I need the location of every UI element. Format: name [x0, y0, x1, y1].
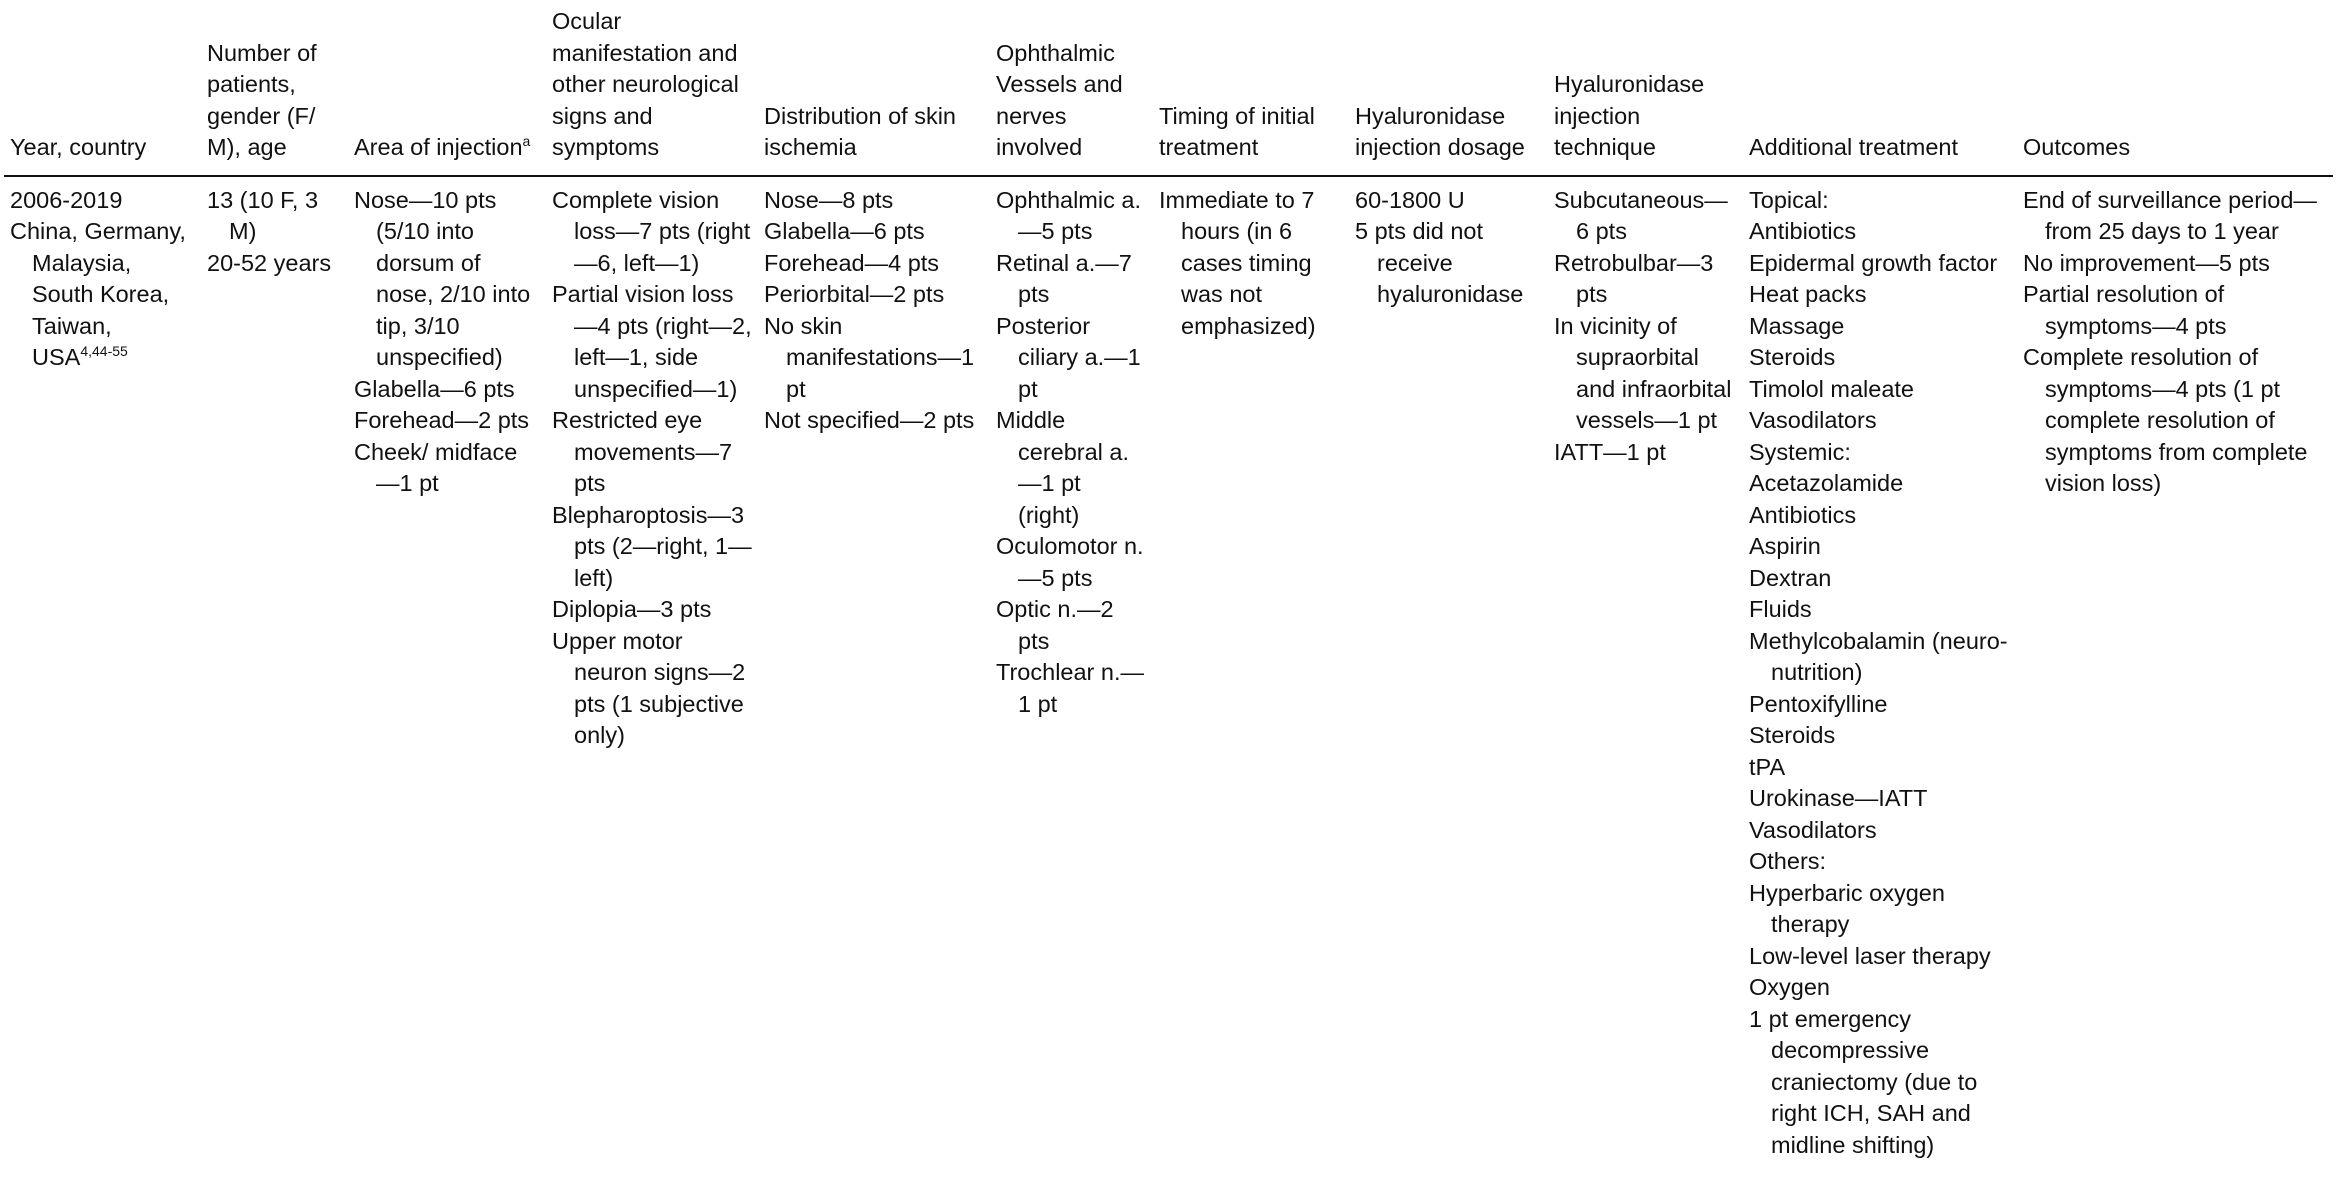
cell-line: Methylcobalamin (neuro-nutrition) — [1749, 627, 2008, 685]
table-row — [4, 176, 2333, 1162]
header-dosage — [1349, 6, 1548, 176]
header-label: Hyaluronidase injection dosage — [1355, 102, 1525, 160]
cell-line: Periorbital—2 pts — [764, 281, 945, 307]
cell-line: No skin manifestations—1 pt — [764, 312, 975, 402]
cell-line: tPA — [1749, 753, 1786, 780]
clinical-cases-table — [4, 6, 2333, 1161]
cell-line: No improvement—5 pts — [2023, 249, 2270, 276]
header-label: Outcomes — [2023, 134, 2131, 160]
cell-line: Heat packs — [1749, 281, 1867, 307]
header-label: Ophthalmic Vessels and nerves involved — [996, 39, 1123, 160]
cell-line: Posterior ciliary a.—1 pt — [996, 312, 1141, 402]
cell-line: Oxygen — [1749, 974, 1830, 1000]
cell-line: 60-1800 U — [1355, 186, 1465, 213]
header-technique — [1548, 6, 1743, 176]
cell-line: IATT—1 pt — [1554, 438, 1666, 465]
header-label: Year, country — [10, 134, 147, 160]
reference-superscript: 4,44-55 — [80, 343, 128, 360]
cell-line: Complete resolution of symptoms—4 pts (1 pt complete resolution of symptoms from complete vision loss) — [2023, 344, 2308, 496]
cell-line: Urokinase—IATT — [1749, 785, 1928, 811]
cell-ocular — [546, 176, 758, 1162]
cell-line: Cheek/ midface—1 pt — [354, 438, 518, 496]
cell-line: 20-52 years — [207, 249, 332, 276]
header-label: Timing of initial treatment — [1159, 102, 1315, 160]
header-area-of-injection — [348, 6, 546, 176]
header-ocular-manifestation — [546, 6, 758, 176]
cell-line: Acetazolamide — [1749, 470, 1904, 496]
header-label: Additional treatment — [1749, 134, 1959, 160]
cell-line: Dextran — [1749, 564, 1832, 591]
cell-line: Topical: — [1749, 186, 1829, 213]
header-label: Number of patients, gender (F/ M), age — [207, 39, 317, 160]
cell-line: Trochlear n.—1 pt — [996, 659, 1145, 717]
cell-line: Forehead—4 pts — [764, 249, 940, 276]
cell-line: Antibiotics — [1749, 501, 1857, 528]
cell-outcomes — [2017, 176, 2333, 1162]
cell-line: Middle cerebral a.—1 pt (right) — [996, 407, 1130, 528]
header-year-country — [4, 6, 201, 176]
cell-line: Low-level laser therapy — [1749, 942, 1991, 969]
cell-line: Timolol maleate — [1749, 375, 1914, 402]
header-label: Hyaluronidase injection technique — [1554, 71, 1705, 160]
header-label: Distribution of skin ischemia — [764, 102, 956, 160]
header-outcomes — [2017, 6, 2333, 176]
cell-line: Not specified—2 pts — [764, 407, 975, 433]
cell-line: Partial vision loss—4 pts (right—2, left—1, side unspecified—1) — [552, 281, 752, 402]
cell-line: Upper motor neuron signs—2 pts (1 subjective only) — [552, 627, 746, 748]
cell-line: Optic n.—2 pts — [996, 596, 1114, 654]
cell-line: Glabella—6 pts — [764, 218, 925, 244]
cell-line: Glabella—6 pts — [354, 375, 515, 402]
cell-line: Fluids — [1749, 596, 1812, 622]
cell-line: Vasodilators — [1749, 816, 1877, 843]
cell-line: Retinal a.—7 pts — [996, 249, 1132, 307]
cell-area — [348, 176, 546, 1162]
table-header — [4, 6, 2333, 176]
header-additional-treatment — [1743, 6, 2017, 176]
cell-line: 2006-2019 — [10, 186, 123, 213]
cell-dosage — [1349, 176, 1548, 1162]
cell-line: Aspirin — [1749, 533, 1821, 559]
header-skin-ischemia — [758, 6, 990, 176]
cell-year-country — [4, 176, 201, 1162]
cell-line: Nose—8 pts — [764, 186, 894, 213]
cell-line — [10, 216, 195, 374]
cell-line: Immediate to 7 hours (in 6 cases timing was not emphasized) — [1159, 186, 1316, 339]
cell-timing — [1153, 176, 1349, 1162]
header-footnote-mark: a — [522, 133, 531, 150]
cell-line: Oculomotor n.—5 pts — [996, 533, 1144, 591]
cell-skin — [758, 176, 990, 1162]
cell-line: End of surveillance period—from 25 days to 1 year — [2023, 186, 2317, 244]
cell-line: Forehead—2 pts — [354, 407, 530, 433]
cell-line: Retrobulbar—3 pts — [1554, 249, 1714, 307]
cell-line: Epidermal growth factor — [1749, 249, 1998, 276]
cell-line: Antibiotics — [1749, 218, 1857, 244]
country-list: China, Germany, Malaysia, South Korea, Taiwan, USA — [10, 218, 186, 370]
cell-line: Massage — [1749, 312, 1845, 339]
cell-line: Subcutaneous—6 pts — [1554, 186, 1728, 244]
cell-line: Hyperbaric oxygen therapy — [1749, 879, 1945, 937]
cell-line: Ophthalmic a.—5 pts — [996, 186, 1141, 244]
header-label: Ocular manifestation and other neurological signs and symptoms — [552, 8, 739, 160]
cell-line: 5 pts did not receive hyaluronidase — [1355, 218, 1524, 307]
cell-additional — [1743, 176, 2017, 1162]
cell-line: In vicinity of supraorbital and infraorbital vessels—1 pt — [1554, 312, 1732, 433]
cell-line: Diplopia—3 pts — [552, 596, 712, 622]
cell-line: Vasodilators — [1749, 407, 1877, 433]
cell-patients — [201, 176, 348, 1162]
cell-line: 1 pt emergency decompressive craniectomy (due to right ICH, SAH and midline shifting) — [1749, 1005, 1978, 1158]
cell-technique — [1548, 176, 1743, 1162]
cell-line: Steroids — [1749, 722, 1836, 748]
cell-line: Pentoxifylline — [1749, 690, 1888, 717]
cell-vessels — [990, 176, 1153, 1162]
cell-line: Blepharoptosis—3 pts (2—right, 1—left) — [552, 501, 752, 591]
table-body — [4, 176, 2333, 1162]
cell-line: Nose—10 pts (5/10 into dorsum of nose, 2/10 into tip, 3/10 unspecified) — [354, 186, 531, 370]
header-label: Area of injection — [354, 134, 523, 160]
cell-line: Others: — [1749, 848, 1827, 874]
header-row — [4, 6, 2333, 176]
cell-line: Restricted eye movements—7 pts — [552, 407, 733, 496]
cell-line: Complete vision loss—7 pts (right—6, left—1) — [552, 186, 751, 276]
cell-line: Systemic: — [1749, 438, 1851, 465]
cell-line: Partial resolution of symptoms—4 pts — [2023, 281, 2227, 339]
header-timing — [1153, 6, 1349, 176]
header-patients — [201, 6, 348, 176]
cell-line: Steroids — [1749, 344, 1836, 370]
header-vessels-nerves — [990, 6, 1153, 176]
cell-line: 13 (10 F, 3 M) — [207, 186, 319, 244]
